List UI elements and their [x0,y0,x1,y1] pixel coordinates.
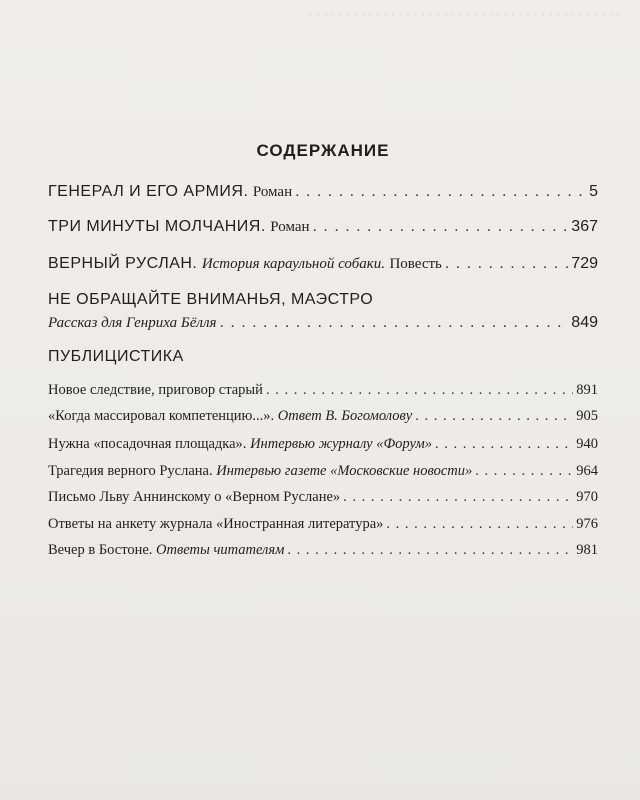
entry-title: Ответы на анкету журнала «Иностранная литература» [48,516,384,532]
entry-title: ТРИ МИНУТЫ МОЛЧАНИЯ. [48,218,266,235]
entry-title: Нужна «посадочная площадка». [48,436,247,452]
entry-subtitle: Рассказ для Генриха Бёлля [48,315,217,331]
entry-page-number: 729 [571,255,598,272]
entry-title: «Когда массировал компетенцию...». [48,408,275,424]
toc-entry[interactable] [48,183,598,201]
table-of-contents [48,0,598,800]
entry-subtitle: Интервью газете «Московские новости» [216,463,473,479]
entry-subtitle: Интервью журналу «Форум» [250,436,433,452]
toc-entry[interactable] [48,489,598,506]
entry-page-number: 964 [576,463,598,479]
leader-dots [435,436,573,453]
leader-dots [475,463,573,480]
entry-title: Новое следствие, приговор старый [48,382,263,398]
entry-title: ВЕРНЫЙ РУСЛАН. [48,255,198,272]
entry-title: ГЕНЕРАЛ И ЕГО АРМИЯ. [48,183,249,200]
toc-entry[interactable] [48,408,598,425]
entry-title: Трагедия верного Руслана. [48,463,213,479]
toc-entry[interactable] [48,255,598,273]
entry-title: Письмо Льву Аннинскому о «Верном Руслане» [48,489,341,505]
entry-page-number: 367 [571,218,598,235]
toc-entry[interactable] [48,382,598,399]
entry-page-number: 5 [589,183,598,200]
toc-entry[interactable] [48,314,598,332]
toc-entry[interactable] [48,516,598,533]
entry-page-number: 970 [576,489,598,505]
leader-dots [287,542,573,559]
entry-title: Вечер в Бостоне. [48,542,153,558]
entry-genre: Роман [252,184,293,200]
entry-subtitle: Ответ В. Богомолову [277,408,413,424]
entry-genre: Повесть [389,256,442,272]
entry-page-number: 849 [571,314,598,331]
entry-page-number: 891 [576,382,598,398]
leader-dots [386,516,573,533]
leader-dots [313,218,569,236]
toc-entry[interactable] [48,218,598,236]
bleed-through-texture: . . . . . . . . . . . . . . . . . . . . . . . . . . . . . . . . . . . . . . . . . . [308,3,620,19]
leader-dots [445,255,568,273]
toc-heading: СОДЕРЖАНИЕ [256,141,390,160]
section-title: ПУБЛИЦИСТИКА [48,348,184,365]
toc-entry[interactable] [48,463,598,480]
toc-entry[interactable] [48,542,598,559]
entry-subtitle: История караульной собаки. [201,256,386,272]
entry-page-number: 976 [576,516,598,532]
toc-entry[interactable] [48,436,598,453]
entry-title[interactable]: НЕ ОБРАЩАЙТЕ ВНИМАНЬЯ, МАЭСТРО [48,291,374,308]
leader-dots [266,382,573,399]
leader-dots [415,408,573,425]
entry-page-number: 981 [576,542,598,558]
entry-page-number: 905 [576,408,598,424]
leader-dots [343,489,573,506]
leader-dots [219,314,568,332]
entry-subtitle: Ответы читателям [156,542,285,558]
leader-dots [295,183,586,201]
entry-page-number: 940 [576,436,598,452]
entry-genre: Роман [270,219,310,235]
